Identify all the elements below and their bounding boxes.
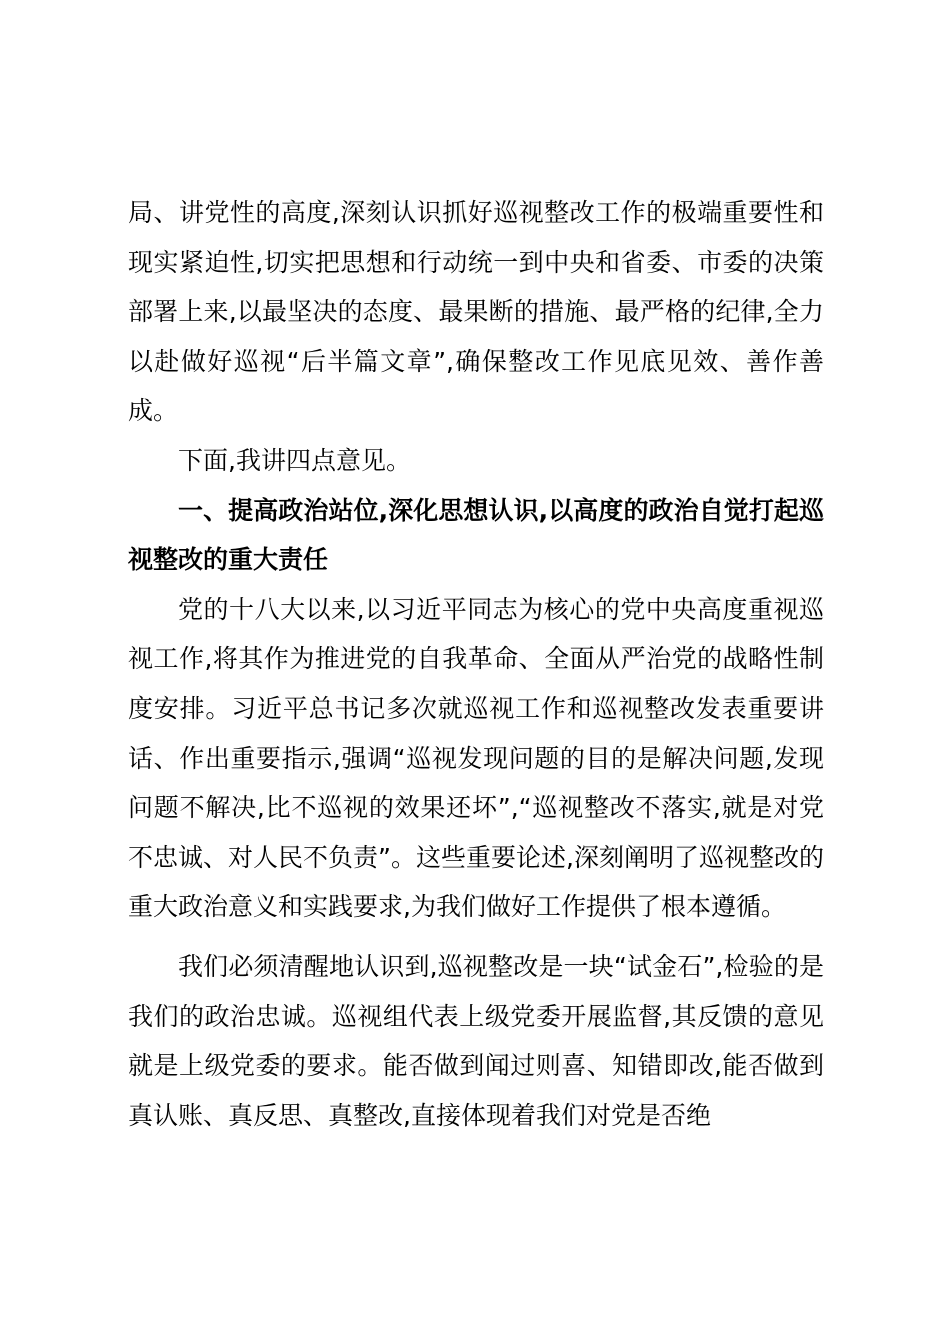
section-heading-1: 一、提高政治站位,深化思想认识,以高度的政治自觉打起巡视整改的重大责任	[128, 495, 824, 575]
document-body	[128, 188, 824, 1140]
paragraph-body-2: 我们必须清醒地认识到,巡视整改是一块“试金石”,检验的是我们的政治忠诚。巡视组代表上级党委开展监督,其反馈的意见就是上级党委的要求。能否做到闻过则喜、知错即改,能否做到真认账、真反思、真整改,直接体现着我们对党是否绝	[128, 951, 824, 1130]
paragraph-continued: 局、讲党性的高度,深刻认识抓好巡视整改工作的极端重要性和现实紧迫性,切实把思想和行动统一到中央和省委、市委的决策部署上来,以最坚决的态度、最果断的措施、最严格的纪律,全力以赴做好巡视“后半篇文章”,确保整改工作见底见效、善作善成。	[128, 198, 824, 426]
paragraph-body-1: 党的十八大以来,以习近平同志为核心的党中央高度重视巡视工作,将其作为推进党的自我革命、全面从严治党的战略性制度安排。习近平总书记多次就巡视工作和巡视整改发表重要讲话、作出重要指示,强调“巡视发现问题的目的是解决问题,发现问题不解决,比不巡视的效果还坏”,“巡视整改不落实,就是对党不忠诚、对人民不负责”。这些重要论述,深刻阐明了巡视整改的重大政治意义和实践要求,为我们做好工作提供了根本遵循。	[128, 594, 824, 922]
paragraph-intro: 下面,我讲四点意见。	[178, 445, 411, 475]
